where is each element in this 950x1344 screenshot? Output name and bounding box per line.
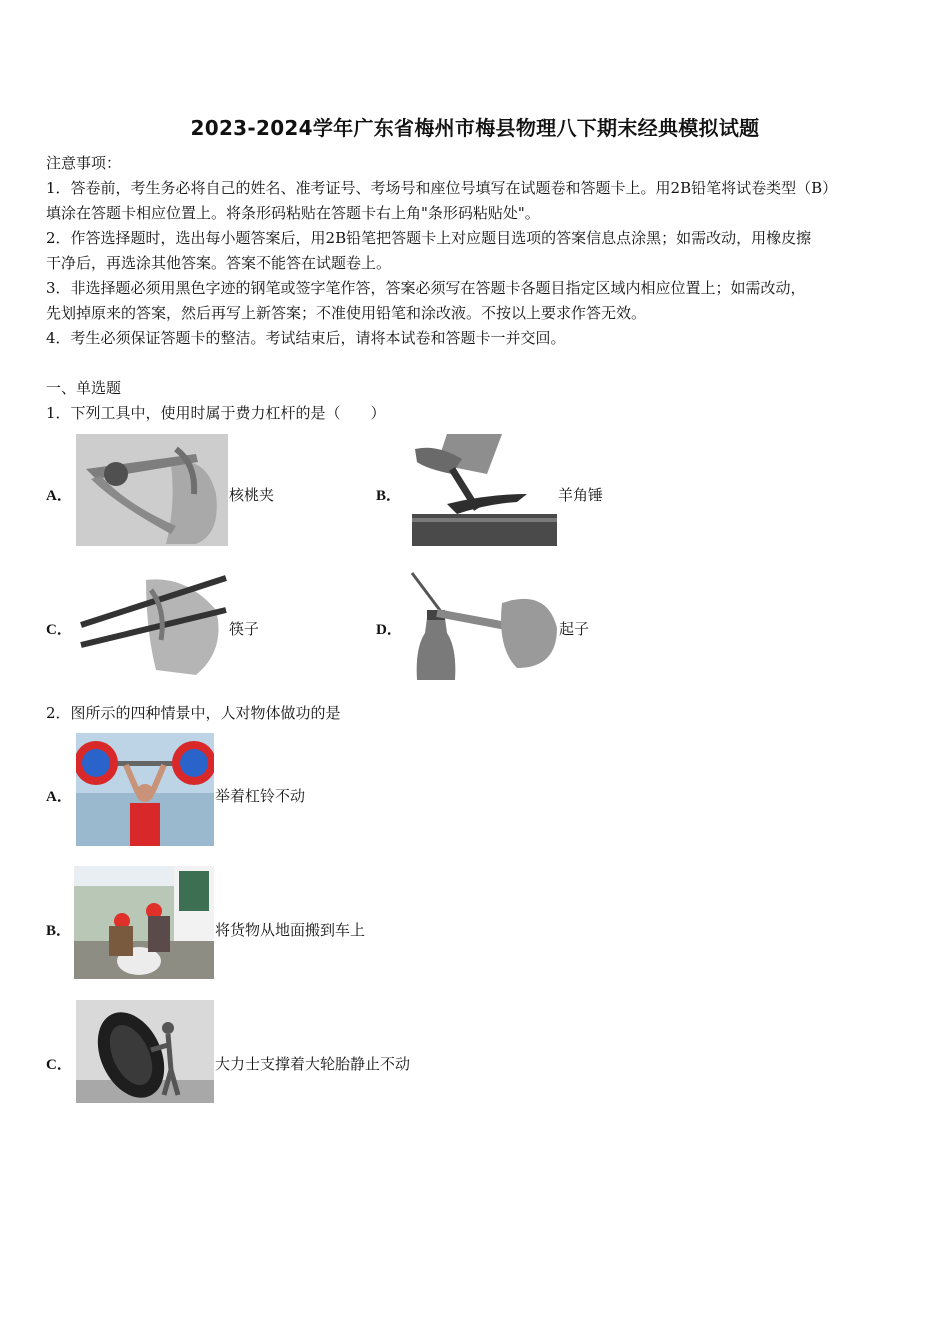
q2-option-b-text: 将货物从地面搬到车上 <box>215 921 366 939</box>
notice-heading: 注意事项： <box>46 154 122 172</box>
bottle-opener-image <box>407 568 559 680</box>
weightlifter-image <box>76 733 214 846</box>
notice-line: 填涂在答题卡相应位置上。将条形码粘贴在答题卡右上角"条形码粘贴处"。 <box>46 204 540 222</box>
option-d-text: 起子 <box>559 620 590 638</box>
option-a-label: A． <box>46 488 72 504</box>
q2-option-a-label: A． <box>46 789 72 805</box>
option-c-label: C． <box>46 622 72 638</box>
notice-line: 干净后，再选涂其他答案。答案不能答在试题卷上。 <box>46 254 392 272</box>
notice-line: 3．非选择题必须用黑色字迹的钢笔或签字笔作答，答案必须写在答题卡各题目指定区域内相应位置上；如需改动， <box>46 279 806 297</box>
q2-option-c-label: C． <box>46 1057 72 1073</box>
notice-line: 2．作答选择题时，选出每小题答案后，用2B铅笔把答题卡上对应题目选项的答案信息点涂黑；如需改动，用橡皮擦 <box>46 229 812 247</box>
option-d-label: D． <box>376 622 402 638</box>
claw-hammer-image <box>407 434 557 546</box>
tire-image <box>76 1000 214 1103</box>
notice-line: 4．考生必须保证答题卡的整洁。考试结束后，请将本试卷和答题卡一并交回。 <box>46 329 566 347</box>
option-c-text: 筷子 <box>229 620 260 638</box>
notice-line: 1．答卷前，考生务必将自己的姓名、准考证号、考场号和座位号填写在试题卷和答题卡上。用2B铅笔将试卷类型（B） <box>46 179 838 197</box>
page-title: 2023-2024学年广东省梅州市梅县物理八下期末经典模拟试题 <box>190 116 760 140</box>
q2-option-b-label: B． <box>46 923 72 939</box>
nutcracker-image <box>76 434 228 546</box>
q2-option-c-text: 大力士支撑着大轮胎静止不动 <box>215 1055 411 1073</box>
loading-cargo-image <box>74 866 214 979</box>
question-1-stem: 1．下列工具中，使用时属于费力杠杆的是（ ） <box>46 404 386 422</box>
question-2-stem: 2．图所示的四种情景中，人对物体做功的是 <box>46 704 341 722</box>
q2-option-a-text: 举着杠铃不动 <box>215 787 306 805</box>
notice-line: 先划掉原来的答案，然后再写上新答案；不准使用铅笔和涂改液。不按以上要求作答无效。 <box>46 304 647 322</box>
chopsticks-image <box>76 570 228 680</box>
option-a-text: 核桃夹 <box>229 486 275 504</box>
option-b-label: B． <box>376 488 402 504</box>
section-heading: 一、单选题 <box>46 379 122 397</box>
option-b-text: 羊角锤 <box>558 486 604 504</box>
